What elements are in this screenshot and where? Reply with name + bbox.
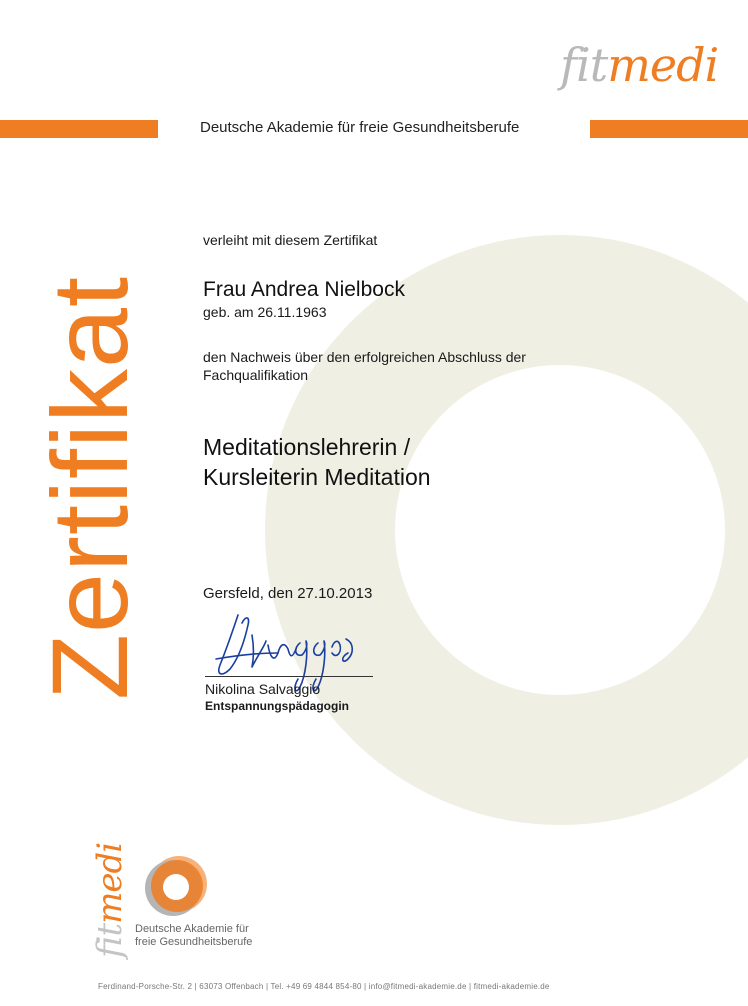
logo-medi-text: medi: [607, 38, 719, 92]
bottom-logo-fit-text: fit: [90, 923, 130, 958]
bottom-logo-medi-text: medi: [90, 842, 130, 924]
recipient-name: Frau Andrea Nielbock: [203, 278, 405, 301]
handwritten-signature: [208, 595, 373, 715]
orange-bar-left: [0, 120, 158, 138]
signer-role: Entspannungspädagogin: [205, 699, 349, 713]
signature-line: [205, 676, 373, 677]
signer-name: Nikolina Salvaggio: [205, 681, 321, 697]
recipient-birthdate: geb. am 26.11.1963: [203, 304, 327, 320]
academy-heading: Deutsche Akademie für freie Gesundheitsberufe: [200, 119, 520, 136]
fitmedi-ring-icon: [137, 848, 215, 926]
bottom-academy-line-2: freie Gesundheitsberufe: [135, 936, 253, 948]
proof-line-2: Fachqualifikation: [203, 367, 309, 383]
vertical-title: Zertifikat: [29, 275, 150, 701]
logo-fit-text: fit: [560, 38, 608, 92]
footer-address: Ferdinand-Porsche-Str. 2 | 63073 Offenbach | Tel. +49 69 4844 854-80 | info@fitmedi-akademie.de | fitmedi-akademie.de: [98, 982, 550, 991]
qualification-line-1: Meditationslehrerin /: [203, 434, 411, 460]
intro-text: verleiht mit diesem Zertifikat: [203, 232, 378, 248]
background-ring-watermark: [260, 230, 748, 830]
place-date: Gersfeld, den 27.10.2013: [203, 585, 373, 602]
proof-line-1: den Nachweis über den erfolgreichen Abschluss der: [203, 349, 526, 365]
proof-text: [203, 348, 583, 384]
orange-bar-right: [590, 120, 748, 138]
bottom-academy-line-1: Deutsche Akademie für: [135, 923, 249, 935]
fitmedi-logo-top: [560, 30, 740, 100]
bottom-academy-text: [135, 923, 252, 949]
qualification-title: [203, 432, 431, 492]
fitmedi-logo-bottom: [90, 818, 130, 958]
qualification-line-2: Kursleiterin Meditation: [203, 464, 431, 490]
